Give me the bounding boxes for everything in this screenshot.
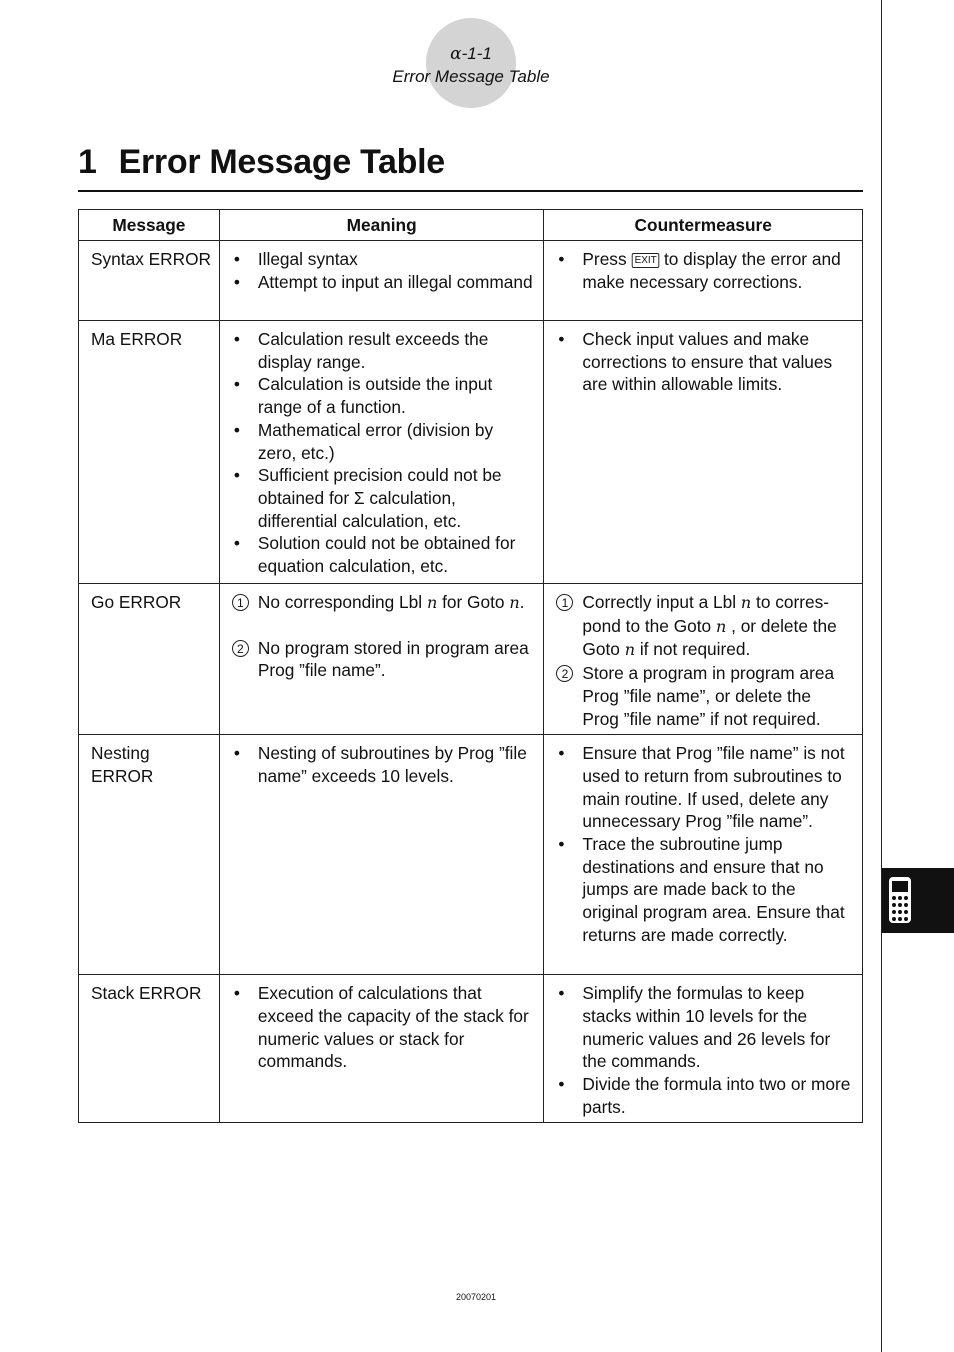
table-row xyxy=(79,735,863,975)
circled-number-2-icon: 2 xyxy=(232,640,249,657)
list-item: • Sufficient precision could not be obtained for Σ calculation, differential calculation, etc. xyxy=(232,464,534,532)
list-item: 2 Store a program in program area Prog ”file name”, or delete the Prog ”file name” if not required. xyxy=(556,662,852,730)
list-item: • Nesting of subroutines by Prog ”file name” exceeds 10 levels. xyxy=(232,742,534,787)
exit-key-icon: EXIT xyxy=(631,253,659,268)
list-item: • Check input values and make corrections to ensure that values are within allowable limits. xyxy=(556,328,852,396)
error-message-table xyxy=(78,209,863,1123)
section-title: Error Message Table xyxy=(118,143,445,181)
meaning-cell xyxy=(219,321,544,584)
countermeasure-cell xyxy=(544,241,863,321)
meaning-cell xyxy=(219,975,544,1123)
list-item: • Simplify the formulas to keep stacks within 10 levels for the numeric values and 26 levels for the commands. xyxy=(556,982,852,1073)
message-cell: Ma ERROR xyxy=(79,321,220,584)
message-cell: Syntax ERROR xyxy=(79,241,220,321)
list-item: • Attempt to input an illegal command xyxy=(232,271,534,294)
circled-number-1-icon: 1 xyxy=(556,594,573,611)
list-item: • Press EXIT to display the error and make necessary corrections. xyxy=(556,248,852,293)
running-header: Error Message Table xyxy=(392,67,550,86)
column-header-countermeasure: Countermeasure xyxy=(544,210,863,241)
page-number: α-1-1 xyxy=(450,44,492,64)
circled-number-1-icon: 1 xyxy=(232,594,249,611)
title-rule xyxy=(78,190,863,192)
list-item: • Calculation is outside the input range of a function. xyxy=(232,373,534,418)
countermeasure-cell xyxy=(544,735,863,975)
chapter-tab xyxy=(882,868,954,933)
circled-number-2-icon: 2 xyxy=(556,665,573,682)
meaning-cell xyxy=(219,735,544,975)
list-item: 2 No program stored in program area Prog ”file name”. xyxy=(232,637,534,682)
calculator-icon xyxy=(888,876,912,924)
table-row xyxy=(79,584,863,735)
list-item: • Solution could not be obtained for equation calculation, etc. xyxy=(232,532,534,577)
table-row xyxy=(79,975,863,1123)
message-cell: Go ERROR xyxy=(79,584,220,735)
column-header-meaning: Meaning xyxy=(219,210,544,241)
list-item: • Mathematical error (division by zero, etc.) xyxy=(232,419,534,464)
table-header-row xyxy=(79,210,863,241)
list-item: • Calculation result exceeds the display range. xyxy=(232,328,534,373)
countermeasure-cell xyxy=(544,321,863,584)
message-cell: Stack ERROR xyxy=(79,975,220,1123)
page-edge-rule xyxy=(881,0,882,1352)
meaning-cell xyxy=(219,241,544,321)
section-number: 1 xyxy=(78,143,97,181)
list-item: • Execution of calculations that exceed the capacity of the stack for numeric values or stack for commands. xyxy=(232,982,534,1073)
column-header-message: Message xyxy=(79,210,220,241)
countermeasure-cell xyxy=(544,975,863,1123)
list-item: • Divide the formula into two or more parts. xyxy=(556,1073,852,1118)
list-item: 1 Correctly input a Lbl n to corres- pond to the Goto n , or delete the Goto n if not required. xyxy=(556,591,852,662)
list-item: • Ensure that Prog ”file name” is not used to return from subroutines to main routine. If used, delete any unnecessary Prog ”file name”. xyxy=(556,742,852,833)
footer-code: 20070201 xyxy=(455,1292,497,1302)
list-item: 1 No corresponding Lbl n for Goto n. xyxy=(232,591,534,615)
table-row xyxy=(79,321,863,584)
list-item: • Trace the subroutine jump destinations and ensure that no jumps are made back to the original program area. Ensure that returns are made correctly. xyxy=(556,833,852,947)
message-cell: Nesting ERROR xyxy=(79,735,220,975)
table-row xyxy=(79,241,863,321)
list-item: • Illegal syntax xyxy=(232,248,534,271)
meaning-cell xyxy=(219,584,544,735)
page-title xyxy=(78,143,445,182)
countermeasure-cell xyxy=(544,584,863,735)
